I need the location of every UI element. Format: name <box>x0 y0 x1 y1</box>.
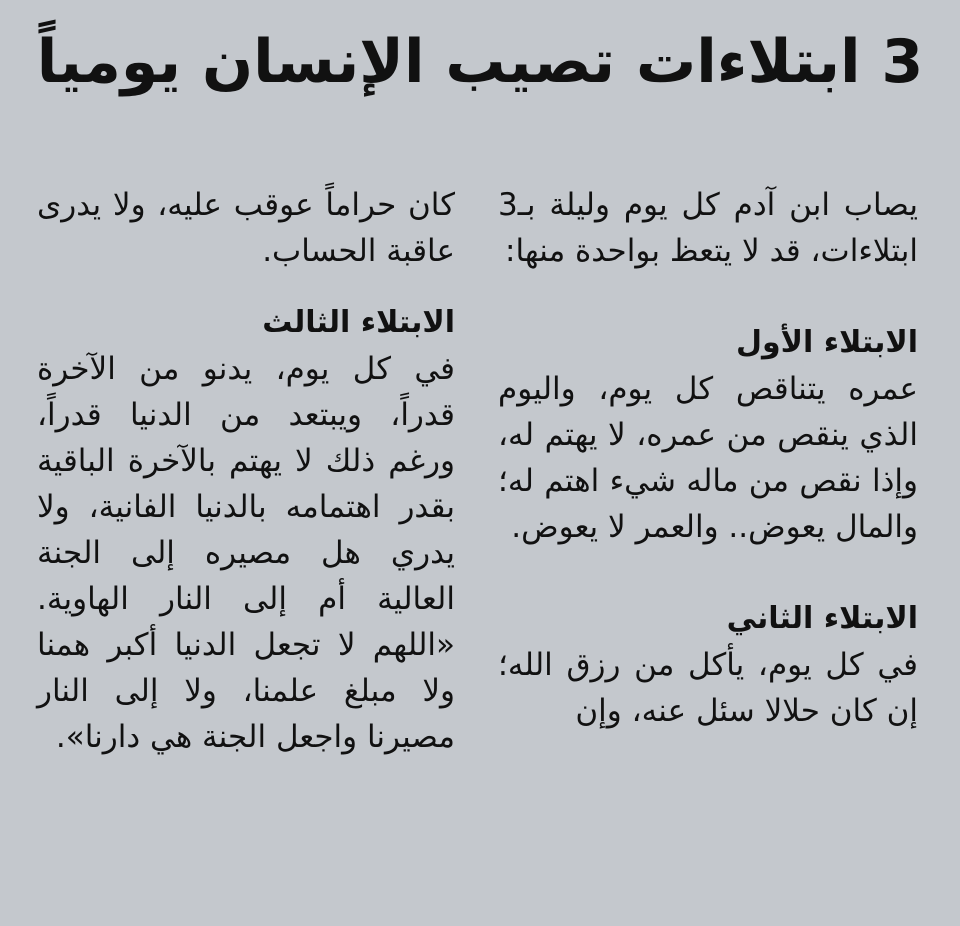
third-trial-body: في كل يوم، يدنو من الآخرة قدراً، ويبتعد من الدنيا قدراً، ورغم ذلك لا يهتم بالآخرة الباقية بقدر اهتمامه بالدنيا الفانية، ولا يدري هل مصيره إلى الجنة العالية أم إلى النار الهاوية. «اللهم لا تجعل الدنيا أكبر همنا ولا مبلغ علمنا، ولا إلى النار مصيرنا واجعل الجنة هي دارنا». <box>37 351 455 755</box>
second-trial-body: في كل يوم، يأكل من رزق الله؛ إن كان حلالا سئل عنه، وإن <box>498 647 918 729</box>
intro-paragraph: يصاب ابن آدم كل يوم وليلة بـ3 ابتلاءات، قد لا يتعظ بواحدة منها: <box>498 187 918 269</box>
first-trial-heading: الابتلاء الأول <box>736 325 918 360</box>
second-trial-heading: الابتلاء الثاني <box>726 601 918 636</box>
third-trial-heading: الابتلاء الثالث <box>262 305 455 340</box>
right-column <box>498 182 918 734</box>
article-title: 3 ابتلاءات تصيب الإنسان يومياً <box>36 27 924 97</box>
second-trial-continuation: كان حراماً عوقب عليه، ولا يدرى عاقبة الحساب. <box>37 187 455 269</box>
left-column <box>37 182 455 760</box>
first-trial-body: عمره يتناقص كل يوم، واليوم الذي ينقص من عمره، لا يهتم له، وإذا نقص من ماله شيء اهتم له؛ والمال يعوض.. والعمر لا يعوض. <box>498 371 918 545</box>
